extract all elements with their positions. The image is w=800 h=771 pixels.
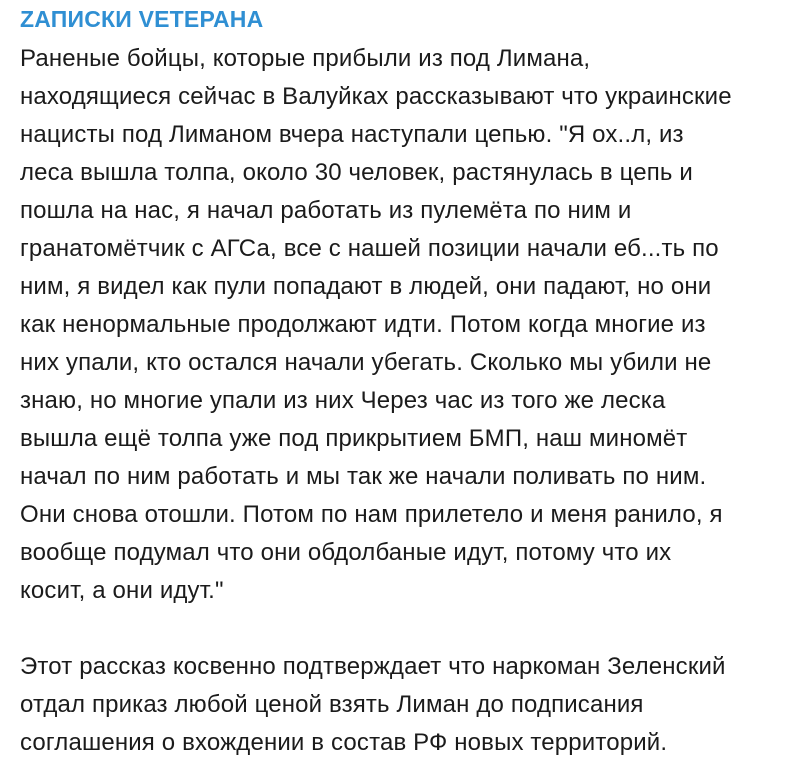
text-line: гранатомётчик с АГСа, все с нашей позиции начали еб...ть по	[20, 235, 719, 262]
text-line: соглашения о вхождении в состав РФ новых территорий.	[20, 729, 668, 756]
text-line: косит, а они идут."	[20, 577, 224, 604]
paragraph-gap	[20, 610, 786, 648]
text-line: них упали, кто остался начали убегать. Сколько мы убили не	[20, 349, 712, 376]
text-line: леса вышла толпа, около 30 человек, растянулась в цепь и	[20, 159, 693, 186]
text-line: Они снова отошли. Потом по нам прилетело и меня ранило, я	[20, 501, 723, 528]
post-paragraph-1	[20, 40, 786, 610]
channel-name-link[interactable]: ZАПИСКИ VЕТЕРАНА	[20, 6, 264, 32]
text-line: пошла на нас, я начал работать из пулемёта по ним и	[20, 197, 632, 224]
post-text	[20, 40, 786, 762]
text-line: знаю, но многие упали из них Через час из того же леска	[20, 387, 666, 414]
text-line: ним, я видел как пули попадают в людей, они падают, но они	[20, 273, 712, 300]
post-paragraph-2	[20, 648, 786, 762]
text-line: находящиеся сейчас в Валуйках рассказывают что украинские	[20, 83, 732, 110]
text-line: нацисты под Лиманом вчера наступали цепью. "Я ох..л, из	[20, 121, 684, 148]
text-line: Раненые бойцы, которые прибыли из под Лимана,	[20, 45, 591, 72]
text-line: как ненормальные продолжают идти. Потом когда многие из	[20, 311, 706, 338]
text-line: отдал приказ любой ценой взять Лиман до подписания	[20, 691, 644, 718]
text-line: начал по ним работать и мы так же начали поливать по ним.	[20, 463, 707, 490]
text-line: вышла ещё толпа уже под прикрытием БМП, наш миномёт	[20, 425, 688, 452]
text-line: вообще подумал что они обдолбаные идут, потому что их	[20, 539, 672, 566]
text-line: Этот рассказ косвенно подтверждает что наркоман Зеленский	[20, 653, 726, 680]
